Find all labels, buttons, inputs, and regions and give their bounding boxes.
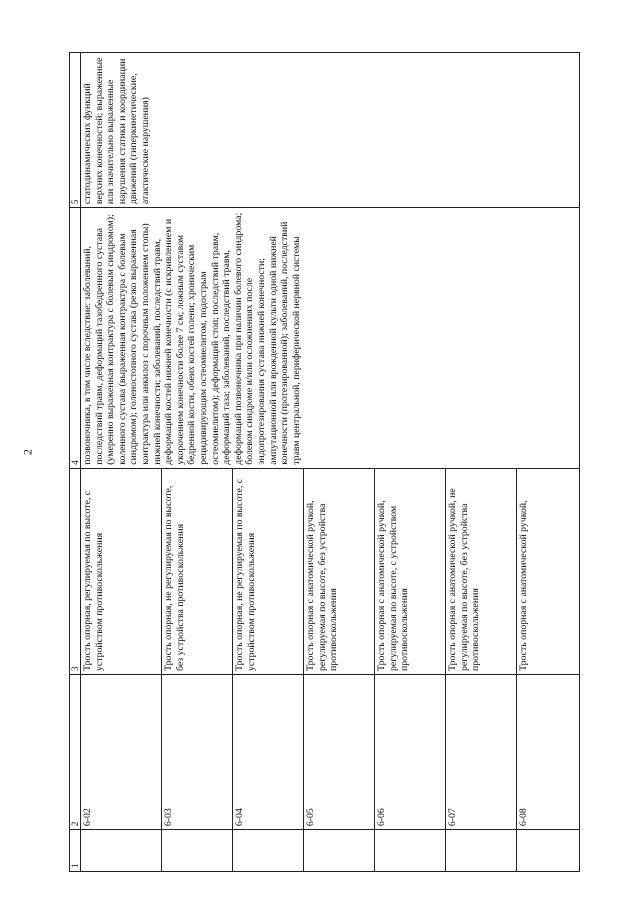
device-cell: Трость опорная с анатомической ручкой, (517, 468, 580, 674)
row-number-cell (162, 830, 233, 872)
code-cell: 6-05 (304, 675, 375, 830)
table-header-row (70, 53, 81, 872)
code-cell: 6-03 (162, 675, 233, 830)
device-cell: Трость опорная, не регулируемая по высоте, с устройством противоскольжения (233, 468, 304, 674)
header-cell: 5 (70, 53, 81, 208)
code-cell: 6-08 (517, 675, 580, 830)
row-number-cell (517, 830, 580, 872)
code-cell: 6-07 (446, 675, 517, 830)
header-cell: 4 (70, 208, 81, 469)
indications-cell: позвоночника, в том числе вследствие: заболеваний, последствий травм, деформаций тазобедренного сустава (умеренно выраженная контрактура с болевым синдромом); коленного сустава (выраженная контрактура с болевым синдромом); голеностопного сустава (резко выраженная контрактура или анкилоз с порочным положением стопы) нижней конечности; заболеваний, последствий травм, деформаций костей нижней конечности (с искривлением и укорочением конечности более 7 см; ложным суставом бедренной кости, обеих костей голени; хроническим рецидивирующим остеомиелитом, подострым остеомиелитом); деформаций стоп; последствий травм, деформаций таза; заболеваний, последствий травм, деформаций позвоночника при наличии болевого синдрома; болевом синдроме и/или осложнениях после эндопротезирования сустава нижней конечности; ампутационной или врожденной культи одной нижней конечности (протезированной); заболеваний, последствий травм центральной, периферической нервной системы (81, 208, 580, 469)
device-cell: Трость опорная, регулируемая по высоте, с устройством противоскольжения (81, 468, 162, 674)
header-cell: 1 (70, 830, 81, 872)
row-number-cell (304, 830, 375, 872)
device-cell: Трость опорная с анатомической ручкой, регулируемая по высоте, с устройством противоскольжения (375, 468, 446, 674)
row-number-cell (233, 830, 304, 872)
code-cell: 6-06 (375, 675, 446, 830)
page-number: 2 (20, 449, 35, 455)
code-cell: 6-02 (81, 675, 162, 830)
header-cell: 2 (70, 675, 81, 830)
devices-table (69, 52, 580, 872)
row-number-cell (375, 830, 446, 872)
code-cell: 6-04 (233, 675, 304, 830)
header-cell: 3 (70, 468, 81, 674)
row-number-cell (81, 830, 162, 872)
extra-cell: статодинамических функций верхних конечностей; выраженные или значительно выраженные нарушения статики и координации движений (гиперкинетические, атактические нарушения) (81, 53, 580, 208)
device-cell: Трость опорная с анатомической ручкой, не регулируемая по высоте, без устройства противоскольжения (446, 468, 517, 674)
device-cell: Трость опорная с анатомической ручкой, регулируемая по высоте, без устройства противоскольжения (304, 468, 375, 674)
table-row (81, 53, 162, 872)
rotated-table-container (69, 52, 589, 872)
device-cell: Трость опорная, не регулируемая по высоте, без устройства противоскольжения (162, 468, 233, 674)
row-number-cell (446, 830, 517, 872)
